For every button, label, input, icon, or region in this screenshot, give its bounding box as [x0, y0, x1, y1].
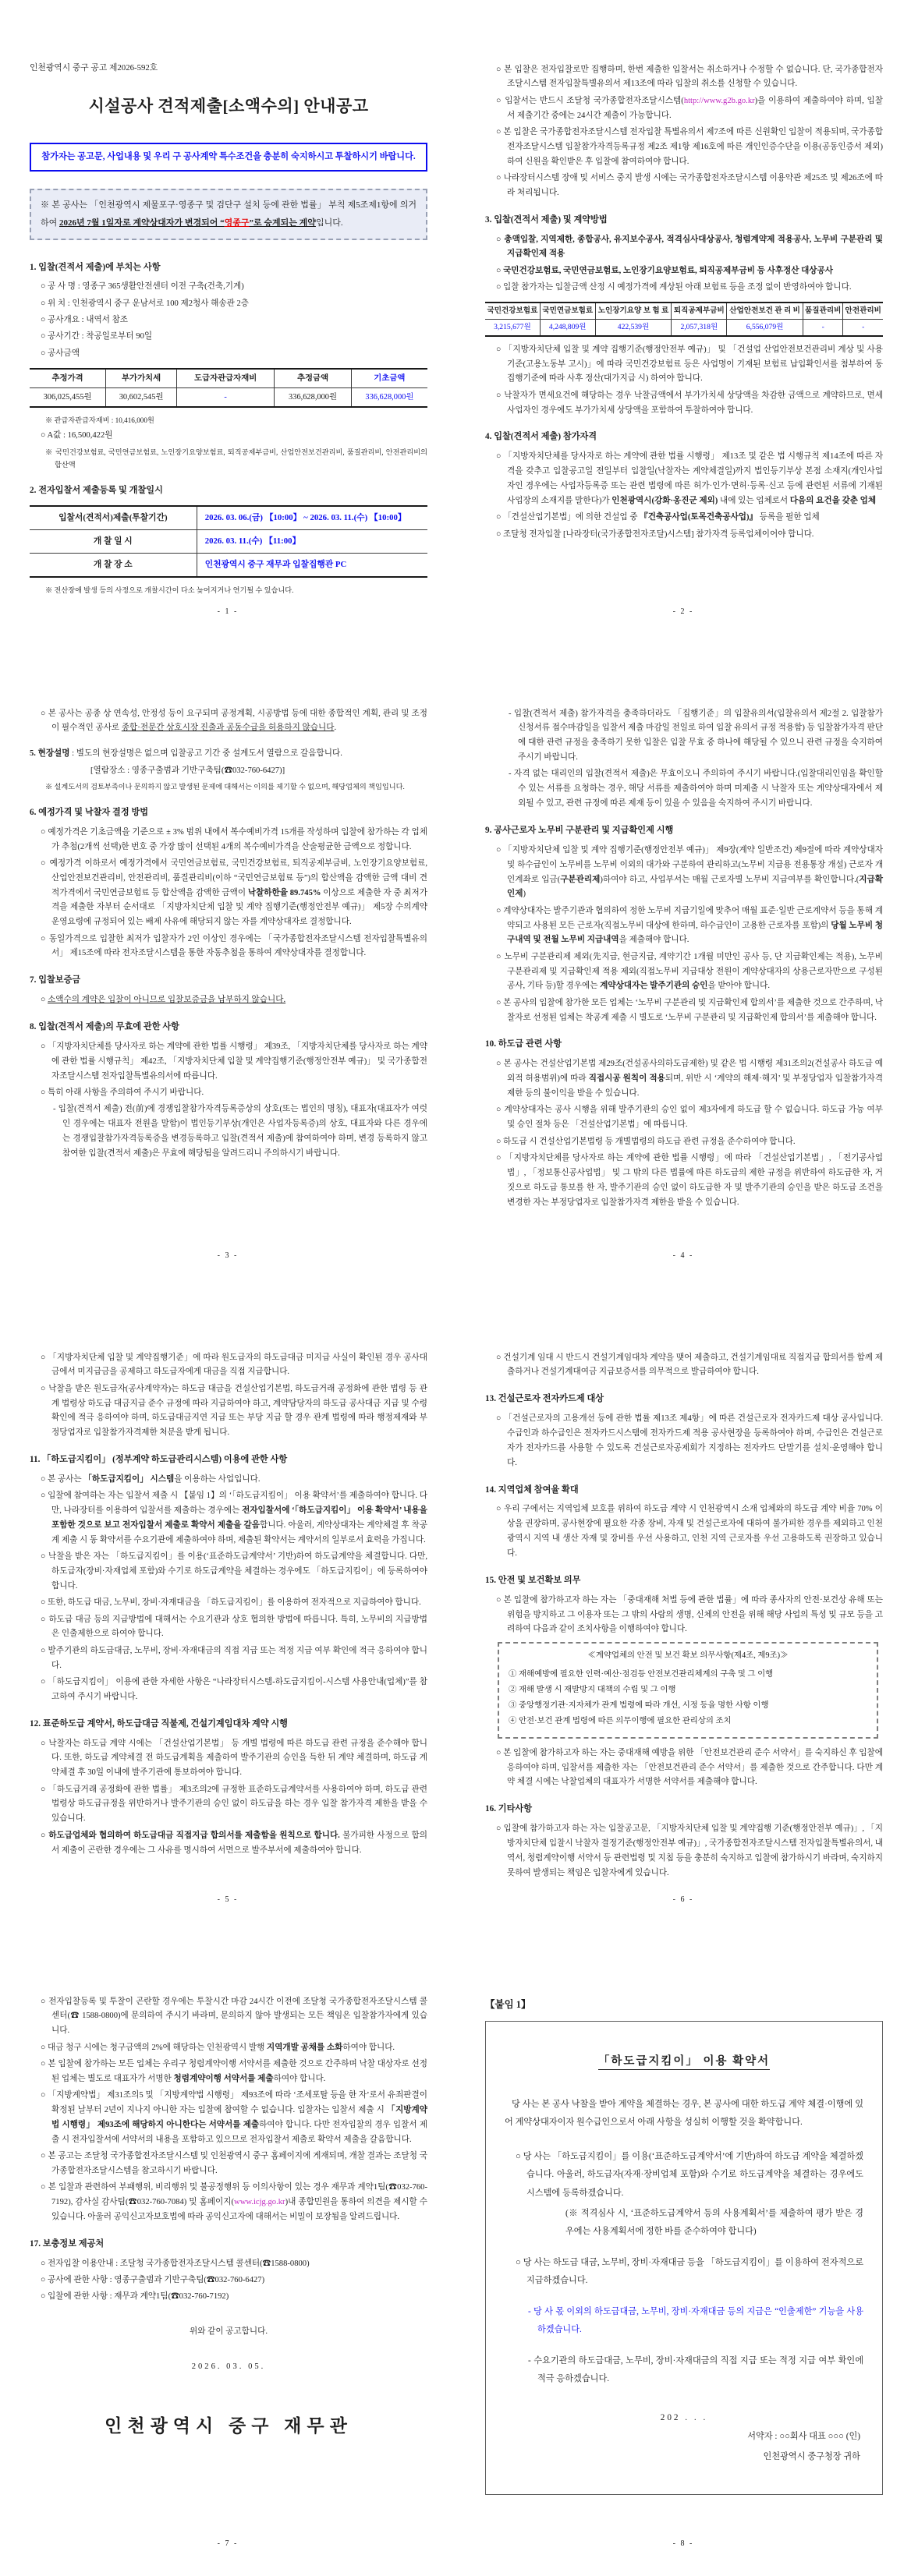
pledge-form-box — [485, 2021, 883, 2495]
text-run: ○ 위 치 : 인천광역시 중구 운남서로 100 제2청사 해송관 2층 — [41, 299, 249, 308]
paragraph — [30, 1644, 427, 1674]
text-run: 등록을 필한 업체 — [757, 513, 820, 522]
paragraph — [30, 747, 427, 762]
text-run: . — [334, 724, 337, 733]
footnote — [30, 414, 427, 426]
text-run: ○ 본 입찰에 참가하고자 하는 자는 중대재해 예방을 위한 「안전보건관리 준수 서약서」를 숙지하신 후 입찰에 응하여야 하며, 입찰서를 제출한 자는 「안전보건관리 준수 서약서」를 제출한 것으로 간주합니다. 다만 계약 체결 시에는 낙찰업체의 대표자가 서명한 서약서를 제출해야 합니다. — [496, 1748, 883, 1787]
paragraph — [30, 1351, 427, 1381]
paragraph — [505, 2303, 863, 2340]
text-run: ○ 공사기간 : 착공일로부터 90일 — [41, 332, 153, 341]
text-run: ○ 본 공고는 조달청 국가종합전자조달시스템 및 인천광역시 중구 홈페이지에 게재되며, 개찰 결과는 조달청 국가종합전자조달시스템을 참고하시기 바랍니다. — [41, 2151, 427, 2175]
text-run: ※ 전산장애 발생 등의 사정으로 개찰시간이 다소 늦어지거나 연기될 수 있습니다. — [45, 586, 294, 595]
text-run: 불가피한 사정으로 합의서 제출이 곤란한 경우에는 그 사유를 명시하여 서면으로 발주부서에 제출하여야 합니다. — [51, 1831, 427, 1855]
paragraph — [485, 1822, 883, 1881]
text-run: 을 이용하는 사업입니다. — [174, 1475, 261, 1484]
column-header: 추정금액 — [275, 369, 351, 388]
page-2 — [456, 0, 911, 644]
text-run: 청렴계약이행 서약서를 제출 — [173, 2074, 274, 2083]
paragraph — [30, 993, 427, 1008]
paragraph — [485, 996, 883, 1026]
paragraph — [485, 1594, 883, 1638]
paragraph — [485, 343, 883, 387]
paragraph — [30, 764, 427, 779]
column-header: 국민건강보험료 — [485, 303, 540, 319]
text-run: http://www.g2b.go.kr — [683, 96, 755, 105]
paragraph — [485, 1057, 883, 1102]
text-run: ○ 입찰에 참여하는 자는 입찰서 제출 시 【붙임 1】의 ‘「하도급지킴이」 이용 확약서’를 제출하여야 합니다. 다만, 나라장터를 이용하여 입찰서를 제출하는 경우에는 — [41, 1491, 427, 1516]
text-run: ○ 전자입찰등록 및 투찰이 곤란할 경우에는 투찰시간 마감 24시간 이전에 조달청 국가종합전자조달시스템 콜센터(☎ 1588-0800)에 문의하여 주시기 바라며, 문의하지 않아 발생되는 모든 책임은 입찰참가자에게 있습니다. — [41, 1997, 427, 2036]
text-run: ○ 본 공사의 입찰에 참가한 모든 업체는 ‘노무비 구분관리 및 지급확인제 합의서’를 제출한 것으로 간주하며, 낙찰자로 선정된 업체는 착공계 제출 시 별도로 ‘노무비 구분관리 및 지급확인제 합의서’를 제출해야 합니다. — [496, 998, 883, 1022]
paragraph — [505, 2148, 863, 2203]
text-run: 이상으로 제출한 자 중 최저가격을 제출한 자부터 순서대로 「지방자치단체 입찰 및 계약 집행기준(행정안전부 예규)」 제5장 수의계약 운영요령에 규정되어 있는 배제 사유에 해당되지 않는 자를 계약상대자로 결정합니다. — [51, 888, 428, 927]
paragraph — [30, 857, 427, 930]
text-run: ○ 계약상대자는 발주기관과 협의하여 정한 노무비 지급기일에 맞추어 매월 표준·일반 근로계약서 등을 통해 계약되고 사용된 모든 근로자(직접노무비 대상에 한하며, 하수급인이 고용한 근로자를 포함)의 — [496, 906, 883, 930]
paragraph — [485, 63, 883, 93]
safety-box-item: ④ 안전·보건 관계 법령에 따른 의무이행에 필요한 관리상의 조치 — [509, 1717, 732, 1726]
paragraph — [30, 429, 427, 444]
text-run: ○ — [496, 266, 504, 275]
text-run: ○ 낙찰을 받은 자는 「하도급지킴이」를 이용(‘표준하도급계약서’ 기반)하여 하도급계약을 체결합니다. 다만, 하도급자(장비·자재업체 포함)와 수기로 하도급계약을 체결하는 경우에도 「하도급지킴이」에 등록하여야 합니다. — [41, 1552, 427, 1591]
paragraph — [485, 389, 883, 419]
paragraph — [30, 280, 427, 295]
table-row — [485, 319, 883, 335]
law-change-box — [30, 189, 427, 239]
text-run: ○ A값 : 16,500,422원 — [41, 431, 113, 441]
paragraph — [485, 126, 883, 170]
text-run: ”로 승계되는 계약 — [249, 218, 316, 228]
paragraph — [30, 1675, 427, 1705]
text-run: ○ 예정가격 이하로서 예정가격에서 국민연금보험료, 국민건강보험료, 퇴직공제부금비, 노인장기요양보험료, 산업안전보건관리비, 안전관리비, 품질관리비(이하 “국민연금보험료 등”)의 합산액을 감액한 금액 대비 견적가격에서 국민연금보험료 등 합산액을 감액한 금액이 — [41, 858, 427, 897]
text-run: ○ 우리 구에서는 지역업체 보호를 위하여 하도급 계약 시 인천광역시 소재 업체와의 하도급 계약 비율 70% 이상을 권장하며, 공사현장에 필요한 각종 장비, 자재 및 건설근로자에 대하여 불가피한 경우를 제외하고 인천광역시 지역 내 생산 자재 및 장비를 우선 사용하고, 인천 지역 근로자를 우선 고용하도록 권장하고 있습니다. — [496, 1505, 883, 1558]
paragraph — [505, 2096, 863, 2132]
paragraph — [30, 2058, 427, 2087]
text-run: ※ 본 공사는 「인천광역시 제물포구·영종구 및 검단구 설치 등에 관한 법률」 부칙 제5조제1항에 의거하여 — [41, 200, 417, 228]
text-run: ※ 관급자관급자재비 : 10,416,000원 — [45, 416, 154, 424]
text-run: ○ 본 입찰에 참가하고자 하는 자는 「중대재해 처벌 등에 관한 법률」에 따라 종사자의 안전·보건상 유해 또는 위험을 방지하고 그 이용자 또는 그 밖의 사람의 생명, 신체의 안전을 위해 해당 사업의 특성 및 규모 등을 고려하여 다음과 같이 조치사항을 이행하여야 합니다. — [496, 1595, 883, 1634]
text-run: - 입찰(견적서 제출) 참가자격을 충족하더라도 「집행기준」의 입찰유의서(입찰유의서 제2절 2. 입찰참가 신청서류 접수마감일을 입찰서 제출 마감일 전일로 하여 입찰 유의서 규정 적용함) 등 입찰참가자격 판단에 대한 관련 규정을 충족하기 못한 입찰은 입찰 무효 중 하나에 해당될 수 있으니 관련 규정을 숙지하여 주시기 바랍니다. — [509, 709, 883, 763]
text-run: 2026년 7월 1일자로 계약상대자가 변경되어 “ — [59, 218, 225, 228]
text-run: ○ 건설기계 임대 시 반드시 건설기계임대차 계약을 맺어 제출하고, 건설기계임대료 직접지급 합의서를 함께 제출하거나 건설기계대여금 지급보증서를 의무적으로 발급하여야 합니다. — [496, 1353, 883, 1377]
text-run: 하여야 합니다. — [273, 2074, 326, 2083]
page-number: - 8 - — [672, 2539, 694, 2549]
text-run: 「하도급지킴이」 시스템 — [83, 1475, 175, 1484]
table-cell: 336,628,000원 — [275, 387, 351, 407]
text-run: 낙찰하한율 89.745% — [247, 888, 321, 897]
text-run: 내에 있는 업체로서 — [718, 496, 790, 505]
pledge-form-title — [505, 2050, 863, 2073]
row-label: 개 찰 일 시 — [30, 529, 197, 553]
text-run: ○ 입찰서는 반드시 조달청 국가종합전자조달시스템( — [496, 96, 684, 105]
paragraph — [485, 172, 883, 201]
page-title: 시설공사 견적제출[소액수의] 안내공고 — [88, 97, 369, 116]
page-8 — [456, 1932, 911, 2576]
page-number: - 5 - — [217, 1895, 239, 1905]
text-run: ○ 본 공사는 공종 상 연속성, 안정성 등이 요구되며 공정계획, 시공방법 등에 대한 종합적인 계획, 관리 및 조정이 필수적인 공사로 — [41, 709, 427, 733]
text-run: 구분관리제 — [560, 875, 601, 884]
paragraph — [485, 707, 883, 766]
text-run: ○ 낙찰자가 면세요건에 해당하는 경우 낙찰금액에서 부가가치세 상당액을 차감한 금액으로 계약하므로, 면세사업자인 경우에도 부가가치세 상당액을 포함하여 투찰하여야 합니다. — [496, 391, 883, 415]
table-cell: 4,248,809원 — [540, 319, 595, 335]
text-run: ○ 「건설근로자의 고용개선 등에 관한 법률 제13조 제4항」에 따른 건설근로자 전자카드제 대상 공사입니다. 수급인과 하수급인은 전자카드시스템에 전자카드제 적용 공사현장을 등록하여야 하며, 수급인은 건설근로자가 전자카드를 사용할 수 있도록 건설근로자공제회가 지정하는 전자카드 단말기를 설치·운영해야 합니다. — [496, 1414, 883, 1467]
paragraph — [485, 264, 883, 279]
date-line: 2026. 03. 05. — [191, 2362, 266, 2371]
notice-box: 참가자는 공고문, 사업내용 및 우리 구 공사계약 특수조건을 충분히 숙지하시고 투찰하시기 바랍니다. — [30, 143, 427, 172]
text-run: ○ 본 입찰에 참가하는 모든 업체는 우리구 청렴계약이행 서약서를 제출한 것으로 간주하며 낙찰 대상자로 선정된 업체는 별도로 대표자가 서명한 — [41, 2059, 427, 2083]
paragraph — [485, 1135, 883, 1150]
section-heading: 10. 하도급 관련 사항 — [485, 1039, 562, 1049]
text-run: ○ 「지방자치단체를 당사자로 하는 계약에 관한 법률 시행령」 제39조, 「지방자치단체를 당사자로 하는 계약에 관한 법률 시행규칙」 제42조, 「지방자치단체 입찰 및 계약집행기준(행정안전부 예규)」 및 국가종합전자조달시스템 전자입찰특별유의서에 따릅니다. — [41, 1042, 427, 1081]
text-run: 다음의 요건을 갖춘 업체 — [789, 496, 877, 505]
text-run: 영종구 — [224, 218, 250, 228]
paragraph — [30, 2290, 427, 2305]
paragraph — [485, 1502, 883, 1561]
paragraph — [485, 1152, 883, 1210]
footnote — [30, 584, 427, 596]
text-run: ○ 「하도급거래 공정화에 관한 법률」 제3조의2에 규정한 표준하도급계약서를 사용하여야 하며, 하도급 관련 법령상 하도급규정을 위반하거나 발주기관의 승인 없이 하도급을 하는 경우 입찰 참가자격 제한을 받을 수 있습니다. — [41, 1785, 427, 1824]
text-run: ○ 공사에 관한 사항 : 영종구출범과 기반구축팀(☎032-760-6427) — [41, 2275, 265, 2284]
table-cell: 306,025,455원 — [43, 392, 92, 402]
text-run: 「지방계약법 시행령」 제93조에 해당하지 아니한다는 서약서를 제출 — [51, 2105, 427, 2129]
issuer-title: 인천광역시 중구 재무관 — [105, 2415, 353, 2436]
text-run: - 자격 없는 대리인의 입찰(견적서 제출)은 무효이오니 주의하여 주시기 바랍니다.(입찰대리인임을 확인할 수 있는 서류를 요청하는 경우, 해당 서류를 제출하여야 하며 미제출 시 낙찰자 또는 계약상대자에서 제외될 수 있고, 관련 규정에 따른 제재 등이 있을 수 있음을 숙지하여 주시기 바랍니다. — [509, 770, 883, 809]
paragraph — [505, 2205, 863, 2242]
paragraph — [485, 233, 883, 263]
safety-box-item: ② 재해 발생 시 재발방지 대책의 수립 및 그 이행 — [509, 1685, 676, 1694]
page-number: - 3 - — [217, 1251, 239, 1261]
text-run: 입니다. — [315, 218, 343, 228]
section-heading: 8. 입찰(견적서 제출)의 무효에 관한 사항 — [30, 1022, 179, 1032]
page-1 — [0, 0, 456, 644]
text-run: - 수요기관의 하도급대금, 노무비, 장비·자재대금의 직접 지급 또는 적정 지급 여부 확인에 적극 응하겠습니다. — [528, 2355, 863, 2384]
text-run: ○ 조달청 전자입찰 [나라장터(국가종합전자조달)시스템] 참가자격 등록업체이어야 합니다. — [496, 529, 814, 539]
text-run: 하도급업체와 협의하여 하도급대금 직접지급 합의서를 제출함을 원칙으로 합니다. — [48, 1831, 340, 1840]
paragraph — [30, 2150, 427, 2179]
text-run: ○ — [496, 235, 505, 244]
attachment-label: 【붙임 1】 — [485, 1999, 531, 2010]
text-run: 을 받아야 합니다. — [707, 982, 771, 991]
text-run: 당월 노무비 청구내역 및 전월 노무비 지급내역 — [507, 921, 883, 945]
text-run: ○ 특히 아래 사항을 주의하여 주시기 바랍니다. — [41, 1088, 204, 1098]
section-heading: 14. 지역업체 참여율 확대 — [485, 1484, 579, 1495]
text-run: 당 사는 본 공사 낙찰을 받아 계약을 체결하는 경우, 본 공사에 대한 하도급 계약 체결·이행에 있어 계약상대자이자 원수급인으로서 아래 사항을 성실히 이행할 것을 확약합니다. — [505, 2099, 863, 2128]
text-run: ○ 낙찰을 받은 원도급자(공사계약자)는 하도급 대금을 건설산업기본법, 하도급거래 공정화에 관한 법령 등 관계 법령상 하도급 대금지급 준수 규정에 따라 지급하여야 하고, 계약담당자의 하도급 공사대금 지급 및 수령 확인에 적극 응하여야 하며, 하도급대금지연 지급 또는 부당 지급 할 경우 관계 법령에 따라 행정제재와 부정당업자로 입찰참가자격제한 처분을 받게 됩니다. — [41, 1384, 427, 1438]
text-run: 지역개발 공채를 소화 — [266, 2043, 343, 2052]
text-run: ○ 본 입찰과 관련하여 부패행위, 비리행위 및 불공정행위 등 이의사항이 있는 경우 재무과 계약1팀(☎032-760-7192), 감사실 감사팀(☎032-760-7084) 및 홈페이지( — [41, 2183, 427, 2206]
safety-obligations-box — [498, 1642, 878, 1738]
text-run: 소액수의 계약은 입찰이 아니므로 입찰보증금을 납부하지 않습니다. — [48, 996, 286, 1005]
text-run: (※ 적격심사 시, ‘표준하도급계약서 등의 사용계획서’를 제출하여 평가 받은 경우에는 사용계획서에 정한 바를 준수하여야 합니다) — [565, 2208, 863, 2237]
page-3 — [0, 644, 456, 1288]
table-cell: 6,556,079원 — [727, 319, 803, 335]
paragraph — [485, 1351, 883, 1381]
text-run: ○ 공 사 명 : 영종구 365생활안전센터 이전 구축(건축,기계) — [41, 282, 244, 292]
paragraph — [30, 2041, 427, 2056]
text-run: ○ 입찰 참가자는 입찰금액 산정 시 예정가격에 계상된 아래 보험료 등을 조정 없이 반영하여야 합니다. — [496, 283, 852, 292]
text-run: ○ 당 사는 하도급 대금, 노무비, 장비·자재대금 등을 「하도급지킴이」를 이용하여 전자적으로 지급하겠습니다. — [516, 2257, 863, 2286]
table-row — [30, 529, 427, 553]
section-heading: 13. 건설근로자 전자카드제 대상 — [485, 1394, 604, 1404]
text-run: 을 제출해야 합니다. — [619, 936, 689, 945]
text-run: 계약상대자는 발주기관의 승인 — [600, 982, 708, 991]
paragraph — [30, 2273, 427, 2288]
page-7 — [0, 1932, 456, 2576]
paragraph — [485, 1103, 883, 1133]
table-cell: 422,539원 — [595, 319, 672, 335]
section-heading: 9. 공사근로자 노무비 구분관리 및 지급확인제 시행 — [485, 825, 674, 835]
table-cell: - — [803, 319, 843, 335]
paragraph — [30, 1613, 427, 1643]
table-row — [30, 506, 427, 530]
section-heading: 4. 입찰(견적서 제출) 참가자격 — [485, 432, 597, 442]
section-heading: 11. 「하도급지킴이」 (정부계약 하도급관리시스템) 이용에 관한 사항 — [30, 1455, 288, 1465]
page-number: - 6 - — [672, 1895, 694, 1905]
paragraph — [30, 932, 427, 962]
amount-table — [30, 368, 427, 408]
paragraph — [485, 281, 883, 295]
text-run: ○ — [41, 1831, 49, 1840]
closing-statement: 위와 같이 공고합니다. — [189, 2327, 268, 2337]
text-run: )하여야 하고, 사업부서는 매월 근로자별 노무비 지급여부를 확인합니다.( — [600, 875, 860, 884]
text-run: ○ 대금 청구 시에는 청구금액의 2%에 해당하는 인천광역시 발행 — [41, 2043, 267, 2052]
text-run: ○ 「지방자치단체를 당사자로 하는 계약에 관한 법률 시행령」 제13조 및 같은 법 시행규칙 제14조에 따른 자격을 갖추고 입찰공고일 전일부터 입찰일(낙찰자는 계약체결일)까지 법인등기부상 본점 소재지(개인사업자인 경우에는 사업자등록증 또는 관련 법령에 따른 허가·인가·면허·등록·신고 등에 관련된 서류에 기재된 사업장의 소재지를 말한다)가 — [496, 452, 883, 505]
column-header: 도급자관급자재비 — [176, 369, 274, 388]
table-cell: - — [843, 319, 883, 335]
section-heading: 2. 전자입찰서 제출등록 및 개찰일시 — [30, 485, 163, 495]
text-run: ○ 「지방자치단체를 당사자로 하는 계약에 관한 법률 시행령」에 따라 「건설산업기본법」, 「전기공사업법」, 「정보통신공사업법」 및 그 밖의 다른 법률에 따른 하도급의 제한 규정을 위반하여 하도급한 자, 거짓으로 하도급 통보를 한 자, 발주기관의 승인 없이 하도급한 자 및 발주기관의 승인을 받은 하도급 조건을 변경한 자는 부정당업자로 입찰참가자격 제한을 받을 수 있습니다. — [496, 1153, 883, 1207]
row-value: 인천광역시 중구 재무과 입찰집행관 PC — [197, 554, 427, 578]
text-run: ○ 본 공사는 건설산업기본법 제29조(건설공사의하도급제한) 및 같은 법 시행령 제31조의2(건설공사 하도급 예외적 허용범위)에 따라 — [496, 1060, 883, 1084]
text-run: ○ 하도급 대금 등의 지급방법에 대해서는 수요기관과 상호 협의한 방법에 따릅니다. 특히, 노무비의 지급방법은 인출제한으로 하여야 합니다. — [41, 1615, 427, 1639]
row-value: 2026. 03. 06.(금) 【10:00】 ~ 2026. 03. 11.(수) 【10:00】 — [204, 512, 406, 522]
text-run: ○ 입찰에 참가하고자 하는 자는 입찰공고문, 「지방자치단체 입찰 및 계약집행 기준(행정안전부 예규)」, 「지방자치단체 입찰시 낙찰자 결정기준(행정안전부 예규)」, 국가종합전자조달시스템 전자입찰특별유의서, 내역서, 청렴계약이행 서약서 등 관련법령 및 지침 등을 충분히 숙지하고 입찰에 참가하시기 바라며, 숙지하지 못하여 발생되는 책임은 입찰자에게 있습니다. — [496, 1824, 883, 1877]
safety-box-title: ≪계약업체의 안전 및 보건 확보 의무사항(제4조, 제9조)≫ — [587, 1651, 789, 1661]
table-cell: - — [176, 387, 274, 407]
paragraph — [485, 844, 883, 902]
column-header: 국민연금보험료 — [540, 303, 595, 319]
paragraph — [30, 1737, 427, 1782]
paragraph — [30, 1995, 427, 2040]
text-run: 합니다. 아울러, 계약상대자는 계약체결 후 착공계 제출 시 동 확약서를 수요기관에 제출하여야 하며, 제출된 확약서는 계약서의 일부로서 효력을 가집니다. — [51, 1521, 427, 1545]
text-run: ○ 공사개요 : 내역서 참조 — [41, 316, 129, 325]
column-header: 퇴직공제부금비 — [672, 303, 727, 319]
safety-box-item: ① 재해예방에 필요한 인력·예산·점검등 안전보건관리체계의 구축 및 그 이행 — [509, 1669, 774, 1679]
text-run: 하여야 합니다. — [342, 2043, 395, 2052]
text-run: 종합·전문간 상호시장 진출과 공동수급을 허용하지 않습니다 — [121, 724, 335, 733]
signature-line: 서약자 : ○○회사 대표 ○○○ (인) — [747, 2432, 860, 2442]
column-header: 노인장기요양 보 험 료 — [595, 303, 672, 319]
text-run: ○ 「지방자치단체 입찰 및 계약집행기준」에 따라 원도급자의 하도급대금 미지급 사실이 확인된 경우 공사대금에서 미지급금을 공제하고 하도급자에게 대금을 직접 지급합니다. — [41, 1353, 427, 1377]
paragraph — [485, 904, 883, 949]
column-header: 산업안전보건 관 리 비 — [727, 303, 803, 319]
table-row — [30, 387, 427, 407]
paragraph — [485, 1412, 883, 1470]
page-number: - 2 - — [672, 607, 694, 617]
date-line: 202 . . . — [660, 2412, 708, 2422]
paragraph — [485, 450, 883, 508]
text-run: ○ 하도급 시 건설산업기본법령 등 개별법령의 하도급 관련 규정을 준수하여야 합니다. — [496, 1137, 796, 1146]
text-run: ○ 「지방계약법」 제31조의5 및 「지방계약법 시행령」 제93조에 따라 ‘조세포탈 등을 한 자’로서 유죄판결이 확정된 날부터 2년이 지나지 아니한 자는 입찰에 참여할 수 없습니다. 입찰자는 입찰서 제출 시 — [41, 2091, 427, 2114]
table-cell: 3,215,677원 — [494, 322, 531, 331]
text-run: ○ 발주기관의 하도급대금, 노무비, 장비·자재대금의 직접 지급 또는 적정 지급 여부 확인에 적극 응하여야 합니다. — [41, 1646, 427, 1670]
paragraph — [30, 1550, 427, 1594]
text-run: 『건축공사업(토목건축공사업)』 — [640, 513, 758, 522]
text-run: 총액입찰, 지역제한, 종합공사, 유지보수공사, 적격심사대상공사, 청렴계약제 적용공사, 노무비 구분관리 및 지급확인제 적용 — [504, 235, 883, 259]
text-run: ○ 본 공사는 — [41, 1475, 84, 1484]
row-label: 개 찰 장 소 — [30, 554, 197, 578]
text-run: ○ 공사금액 — [41, 349, 80, 358]
column-header: 안전관리비 — [843, 303, 883, 319]
paragraph — [30, 2257, 427, 2272]
section-heading: 17. 보충정보 제공처 — [30, 2238, 105, 2249]
text-run: ※ 국민건강보험료, 국민연금보험료, 노인장기요양보험료, 퇴직공제부금비, 산업안전보건관리비, 품질관리비, 안전관리비의 합산액 — [45, 448, 427, 469]
section-heading: 7. 입찰보증금 — [30, 975, 81, 985]
text-run: ○ 입찰에 관한 사항 : 재무과 계약1팀(☎032-760-7192) — [41, 2292, 229, 2302]
text-run: ○ 본 입찰은 국가종합전자조달시스템 전자입찰 특별유의서 제7조에 따른 신원확인 입찰이 적용되며, 국가종합전자조달시스템 입찰참가자격등록규정 제2조 제1항 제16호에 따른 개인인증수단을 이용(공동인증서 제외)하여 신원을 확인받은 후 입찰에 참여하여야 합니다. — [496, 127, 883, 166]
text-run: ○ 노무비 구분관리제 제외(先지급, 현금지급, 계약기간 1개월 미만인 공사 등, 단 지급확인제는 적용), 노무비 구분관리제 및 지급확인제 적용 제외(직접노무비 지급대상 전원이 계약상대자의 상용근로자만으로 구성된 공사, 기타 등)할 경우에는 — [496, 952, 883, 991]
column-header: 기초금액 — [351, 369, 427, 388]
text-run: ○ 동일가격으로 입찰한 최저가 입찰자가 2인 이상인 경우에는 「국가종합전자조달시스템 전자입찰특별유의서」 제15조에 따라 전자조달시스템을 통한 자동추첨을 통하여 계약상대자를 결정합니다. — [41, 934, 427, 958]
text-run: 전자입찰서에 ‘「하도급지킴이」 이용 확약서’ 내용을 포함한 것으로 보고 전자입찰서 제출로 확약서 제출을 갈음 — [51, 1506, 427, 1530]
text-run: ○ 나라장터시스템 장애 및 서비스 중지 발생 시에는 국가종합전자조달시스템 이용약관 제25조 및 제26조에 따라 처리됩니다. — [496, 173, 883, 197]
footnote — [30, 780, 427, 793]
paragraph — [485, 94, 883, 124]
text-run: ○ 「하도급지킴이」 이용에 관한 자세한 사항은 “나라장터시스템-하도급지킴이-시스템 사용안내(업체)”를 참고하여 주시기 바랍니다. — [41, 1677, 427, 1701]
text-run: 인천광역시(강화·옹진군 제외) — [611, 496, 718, 505]
text-run: ○ 또한, 하도급 대금, 노무비, 장비·자재대금을 「하도급지킴이」를 이용하여 전자적으로 지급하여야 합니다. — [41, 1598, 421, 1608]
row-value: 2026. 03. 11.(수) 【11:00】 — [197, 529, 427, 553]
column-header: 부가가치세 — [106, 369, 177, 388]
page-5 — [0, 1288, 456, 1932]
text-run: ○ 「건설산업기본법」에 의한 건설업 중 — [496, 513, 640, 522]
paragraph — [485, 950, 883, 995]
pledge-form-title-text: 「하도급지킴이」 이용 확약서 — [598, 2055, 770, 2070]
text-run: 되며, 위반 시 ‘계약의 해제·해지’ 및 부정당업자 입찰참가자격제한 등의 불이익을 받을 수 있습니다. — [507, 1074, 883, 1099]
text-run: ○ 본 입찰은 전자입찰로만 집행하며, 한번 제출한 입찰서는 취소하거나 수정할 수 없습니다. 단, 국가종합전자조달시스템 전자입찰특별유의서 제13조에 따라 입찰의 취소를 신청할 수 있습니다. — [496, 65, 883, 89]
paragraph — [485, 511, 883, 525]
paragraph — [505, 2254, 863, 2291]
paragraph — [505, 2352, 863, 2389]
text-run: - 입찰(견적서 제출) 전(前)에 경쟁입찰참가자격등록증상의 상호(또는 법인의 명칭), 대표자(대표자가 여럿인 경우에는 대표자 전원을 말함)이 법인등기부상(개인은 사업자등록증)의 상호, 대표자와 다른 경우에는 경쟁입찰참가자격등록증을 변경등록하고 입찰(견적서 제출)에 참여하여야 하며, 변경 등록하지 않고 참여한 입찰(견적서 제출)은 무효에 해당됨을 알려드리니 주의하시기 바랍니다. — [53, 1105, 427, 1158]
text-run: 국민건강보험료, 국민연금보험료, 노인장기요양보험료, 퇴직공제부금비 등 사후정산 대상공사 — [503, 266, 834, 275]
text-run: 5. 현장설명 — [30, 749, 70, 759]
text-run: ○ 낙찰자는 하도급 계약 시에는 「건설산업기본법」 등 개별 법령에 따른 하도급 관련 규정을 준수해야 합니다. 또한, 하도급 계약체결 전 하도급계획을 제출하여 발주기관의 승인을 득한 뒤 계약 체결하며, 하도급 계약체결 후 30일 이내에 발주기관에 통보하여야 합니다. — [41, 1739, 427, 1778]
page-6 — [456, 1288, 911, 1932]
paragraph — [30, 2089, 427, 2147]
paragraph — [30, 297, 427, 312]
text-run: )을 이용하여 제출하여야 하며, 입찰서 제출기간 중에는 24시간 제출이 가능합니다. — [507, 96, 883, 120]
insurance-table — [485, 302, 883, 337]
paragraph — [30, 1382, 427, 1441]
table-row — [30, 554, 427, 578]
table-cell: 30,602,545원 — [106, 387, 177, 407]
paragraph — [30, 330, 427, 345]
paragraph — [30, 2181, 427, 2225]
text-run: ※ 설계도서의 검토부족이나 문의하지 않고 발생된 문제에 대해서는 이의를 제기할 수 없으며, 해당업체의 책임입니다. — [45, 783, 405, 791]
section-heading: 12. 표준하도급 계약서, 하도급대금 직불제, 건설기계임대차 계약 시행 — [30, 1718, 288, 1729]
column-header: 품질관리비 — [803, 303, 843, 319]
row-label: 입찰서(견적서)제출(투찰기간) — [30, 506, 197, 530]
doc-number: 인천광역시 중구 공고 제2026-592호 — [30, 63, 158, 73]
text-run: ○ 전자입찰 이용안내 : 조달청 국가종합전자조달시스템 콜센터(☎1588-0800) — [41, 2259, 310, 2268]
paragraph — [485, 1746, 883, 1791]
paragraph — [30, 313, 427, 328]
text-run: ○ 「지방자치단체 입찰 및 계약 집행기준(행정안전부 예규)」 제9장(계약 일반조건) 제9절에 따라 계약상대자 및 하수급인이 노무비를 노무비 이외의 대가와 구분하여 관리하고(노무비 지급용 전용통장 개설) 근로자 개인계좌로 입금( — [496, 845, 883, 884]
text-run: 직접시공 원칙이 적용 — [588, 1074, 665, 1084]
text-run: : 별도의 현장설명은 없으며 입찰공고 기간 중 설계도서 열람으로 갈음합니다. — [69, 749, 342, 759]
safety-box-item: ③ 중앙행정기관·지자체가 관계 법령에 따라 개선, 시정 등을 명한 사항 이행 — [509, 1701, 769, 1711]
signature-line: 인천광역시 중구청장 귀하 — [763, 2452, 860, 2462]
text-run: - 당 사 몫 이외의 하도급대금, 노무비, 장비·자재대금 등의 지급은 “인출제한” 기능을 사용하겠습니다. — [528, 2306, 863, 2335]
section-heading: 15. 안전 및 보건확보 의무 — [485, 1575, 581, 1585]
paragraph — [485, 767, 883, 812]
paragraph — [30, 826, 427, 855]
section-heading: 3. 입찰(견적서 제출) 및 계약방법 — [485, 214, 608, 225]
text-run: www.icjg.go.kr — [234, 2197, 285, 2206]
text-run: 하여야 합니다. 다만 전자입찰의 경우 입찰서 제출 시 전자입찰서에 서약서의 내용을 포함하고 있으므로 전자입찰서 제출로 확약서 제출을 갈음합니다. — [51, 2120, 427, 2144]
paragraph — [30, 1489, 427, 1548]
text-run: ○ 당 사는 「하도급지킴이」를 이용(‘표준하도급계약서’에 기반)하여 하도급 계약을 체결하겠습니다. 아울러, 하도급자(자재·장비업체 포함)와 수기로 하도급계약을 체결하는 경우에도 시스템에 등록하겠습니다. — [516, 2151, 863, 2198]
paragraph — [30, 1040, 427, 1085]
paragraph — [30, 707, 427, 737]
text-run: ) — [523, 890, 526, 899]
table-cell: 2,057,318원 — [672, 319, 727, 335]
text-run: ○ — [41, 996, 48, 1005]
text-run: ○ 계약상대자는 공사 시행을 위해 발주기관의 승인 없이 제3자에게 하도급 할 수 없습니다. 하도급 가능 여부 및 승인 절차 등은 「건설산업기본법」에 따릅니다. — [496, 1106, 883, 1130]
page-number: - 7 - — [217, 2539, 239, 2549]
paragraph — [30, 1473, 427, 1488]
section-heading: 6. 예정가격 및 낙찰자 결정 방법 — [30, 807, 149, 817]
page-4 — [456, 644, 911, 1288]
text-run: 지급확인제 — [507, 875, 883, 899]
paragraph — [30, 1102, 427, 1161]
text-run: )내 종합민원을 통하여 의견을 제시할 수 있습니다. 아울러 공익신고자보호법에 따라 공익신고자에 대해서는 비밀이 보장됨을 알려드립니다. — [51, 2197, 427, 2221]
column-header: 추정가격 — [30, 369, 106, 388]
paragraph — [30, 347, 427, 362]
section-heading: 1. 입찰(견적서 제출)에 부치는 사항 — [30, 262, 161, 272]
paragraph — [485, 528, 883, 543]
footnote — [30, 446, 427, 472]
table-cell: 336,628,000원 — [351, 387, 427, 407]
page-number: - 4 - — [672, 1251, 694, 1261]
page-number: - 1 - — [217, 607, 239, 617]
paragraph — [30, 1086, 427, 1101]
text-run: [열람장소 : 영종구출범과 기반구축팀(☎032-760-6427)] — [90, 766, 285, 775]
paragraph — [30, 1829, 427, 1859]
section-heading: 16. 기타사항 — [485, 1804, 533, 1814]
text-run: ○ 「지방자치단체 입찰 및 계약 집행기준(행정안전부 예규)」 및 「건설업 산업안전보건관리비 계상 및 사용기준(고용노동부 고시)」에 따라 국민건강보험료 등은 사업명이 기재된 보험료 납입확인서를 첨부하여 동 집행기준에 따라 사후 정산(대가지급 시) 하여야 합니다. — [496, 345, 883, 384]
paragraph — [30, 1596, 427, 1611]
schedule-table — [30, 505, 427, 579]
text-run: ○ 예정가격은 기초금액을 기준으로 ± 3% 범위 내에서 복수예비가격 15개를 작성하며 입찰에 참가하는 각 업체가 추첨(2개씩 선택)한 번호 중 가장 많이 선택된 4개의 복수예비가격을 산술평균한 금액으로 정합니다. — [41, 827, 427, 851]
paragraph — [30, 1783, 427, 1828]
